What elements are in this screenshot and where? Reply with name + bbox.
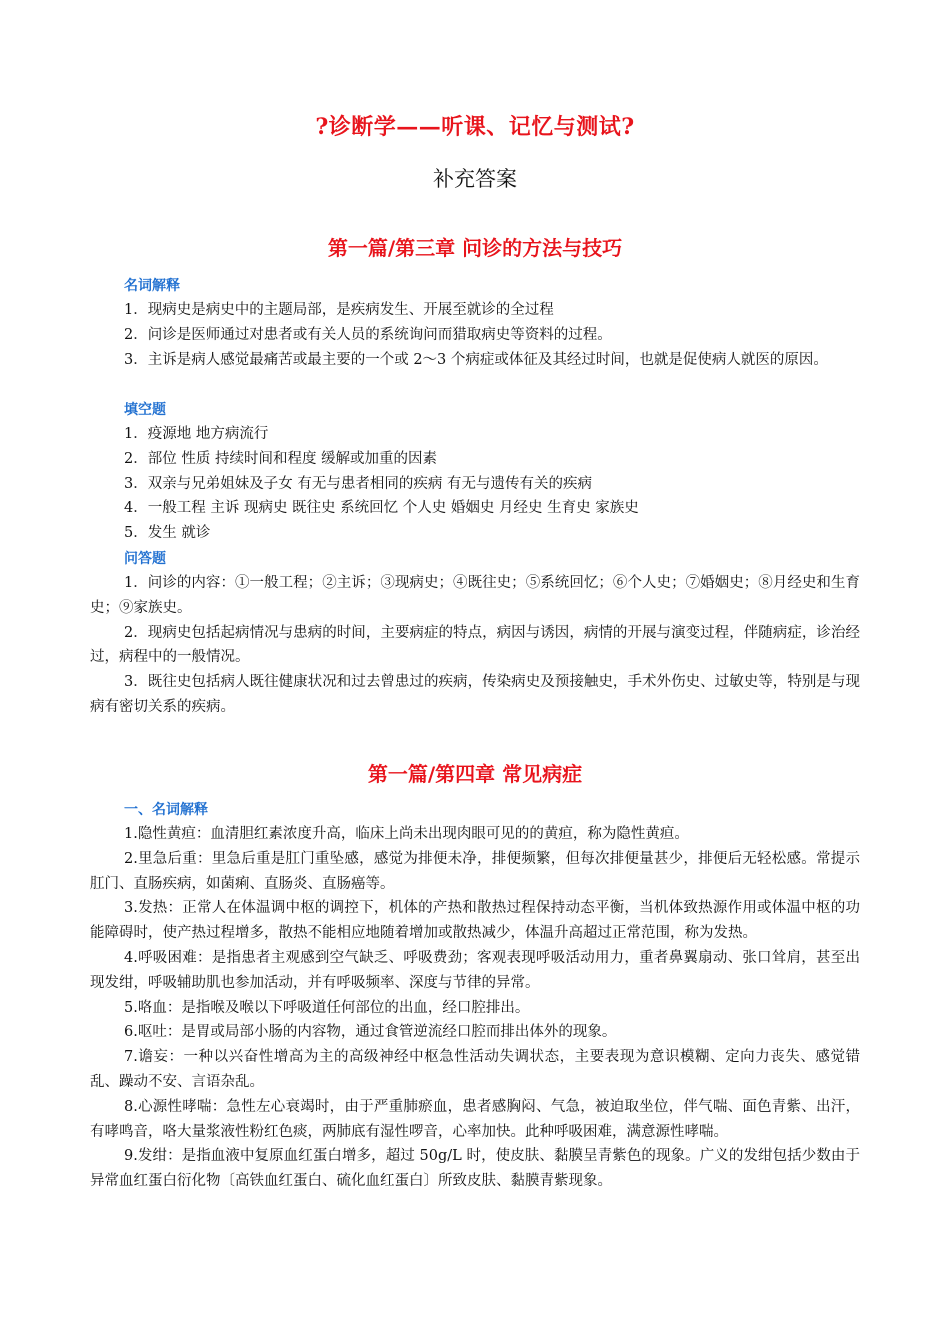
chapter4-term-item: 8.心源性哮喘：急性左心衰竭时，由于严重肺瘀血，患者感胸闷、气急，被迫取坐位，伴气喘、面色青紫、出汗，有哮鸣音，咯大量浆液性粉红色痰，两肺底有湿性啰音，心率加快。此种呼吸困难，满意源性哮喘。	[90, 1098, 860, 1140]
chapter4-term-item: 9.发绀：是指血液中复原血红蛋白增多，超过 50g/L 时，使皮肤、黏膜呈青紫色的现象。广义的发绀包括少数由于异常血红蛋白衍化物〔高铁血红蛋白、硫化血红蛋白〕所致皮肤、黏膜青紫现象。	[90, 1148, 860, 1190]
chapter4-term-item: 2.里急后重：里急后重是肛门重坠感，感觉为排便未净，排便频繁，但每次排便量甚少，排便后无轻松感。常提示肛门、直肠疾病，如菌痢、直肠炎、直肠癌等。	[90, 850, 860, 892]
chapter4-term-item: 7.谵妄：一种以兴奋性增高为主的高级神经中枢急性活动失调状态，主要表现为意识模糊、定向力丧失、感觉错乱、躁动不安、言语杂乱。	[90, 1049, 860, 1090]
chapter4-terms-section	[90, 798, 860, 1194]
document-subtitle: 补充答案	[433, 167, 517, 191]
chapter3-title: 第一篇/第三章 问诊的方法与技巧	[327, 236, 623, 260]
chapter3-term-item: 3．主诉是病人感觉最痛苦或最主要的一个或 2～3 个病症或体征及其经过时间，也就是促使病人就医的原因。	[124, 351, 828, 368]
chapter3-term-item: 1．现病史是病史中的主题局部，是疾病发生、开展至就诊的全过程	[124, 302, 554, 318]
chapter4-terms-heading: 一、名词解释	[124, 802, 208, 818]
chapter3-terms-heading: 名词解释	[124, 278, 180, 294]
chapter3-terms-section	[90, 274, 860, 372]
chapter4-term-item: 1.隐性黄疸：血清胆红素浓度升高，临床上尚未出现肉眼可见的的黄疸，称为隐性黄疸。	[124, 826, 689, 842]
chapter3-fill-section	[90, 398, 860, 546]
chapter3-fill-heading: 填空题	[124, 402, 166, 418]
chapter3-qa-item: 3．既往史包括病人既往健康状况和过去曾患过的疾病，传染病史及预接触史，手术外伤史、过敏史等，特别是与现病有密切关系的疾病。	[90, 674, 860, 715]
chapter3-qa-heading: 问答题	[124, 551, 166, 567]
chapter3-fill-item: 2．部位 性质 持续时间和程度 缓解或加重的因素	[124, 450, 438, 467]
chapter3-fill-item: 4．一般工程 主诉 现病史 既往史 系统回忆 个人史 婚姻史 月经史 生育史 家族史	[124, 500, 639, 517]
chapter4-term-item: 3.发热：正常人在体温调中枢的调控下，机体的产热和散热过程保持动态平衡，当机体致热源作用或体温中枢的功能障碍时，使产热过程增多，散热不能相应地随着增加或散热减少，体温升高超过正常范围，称为发热。	[90, 900, 860, 942]
chapter3-qa-section	[90, 547, 860, 720]
chapter4-term-item: 6.呕吐：是胃或局部小肠的内容物，通过食管逆流经口腔而排出体外的现象。	[124, 1024, 617, 1041]
document-title: ?诊断学——听课、记忆与测试?	[315, 114, 635, 140]
chapter3-fill-item: 3．双亲与兄弟姐妹及子女 有无与患者相同的疾病 有无与遗传有关的疾病	[124, 475, 592, 492]
chapter3-fill-item: 1．疫源地 地方病流行	[124, 426, 269, 442]
chapter3-fill-item: 5．发生 就诊	[124, 525, 211, 542]
chapter3-qa-item: 2．现病史包括起病情况与患病的时间，主要病症的特点，病因与诱因，病情的开展与演变过程，伴随病症，诊治经过，病程中的一般情况。	[90, 624, 860, 666]
chapter3-term-item: 2．问诊是医师通过对患者或有关人员的系统询问而猎取病史等资料的过程。	[124, 326, 612, 343]
chapter3-qa-item: 1．问诊的内容：①一般工程；②主诉；③现病史；④既往史；⑤系统回忆；⑥个人史；⑦婚姻史；⑧月经史和生育史；⑨家族史。	[90, 575, 860, 616]
chapter4-term-item: 4.呼吸困难：是指患者主观感到空气缺乏、呼吸费劲；客观表现呼吸活动用力，重者鼻翼扇动、张口耸肩，甚至出现发绀，呼吸辅助肌也参加活动，并有呼吸频率、深度与节律的异常。	[90, 949, 860, 991]
chapter4-title: 第一篇/第四章 常见病症	[367, 762, 583, 786]
chapter4-term-item: 5.咯血：是指喉及喉以下呼吸道任何部位的出血，经口腔排出。	[124, 999, 530, 1016]
